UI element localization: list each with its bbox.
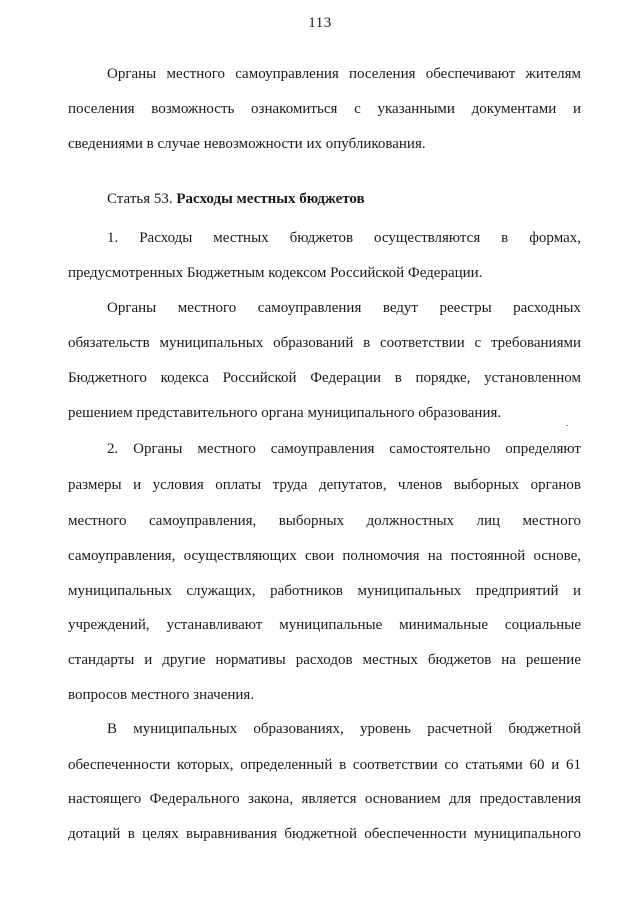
article-title: Расходы местных бюджетов	[176, 191, 365, 207]
text-line: настоящего Федерального закона, является основанием для предоставления	[68, 791, 581, 807]
text-line: учреждений, устанавливают муниципальные минимальные социальные	[68, 617, 581, 633]
text-line: 1. Расходы местных бюджетов осуществляются в формах,	[107, 230, 581, 246]
article-number: Статья 53.	[107, 191, 173, 207]
text-line: обеспеченности которых, определенный в соответствии со статьями 60 и 61	[68, 757, 581, 773]
text-line: самоуправления, осуществляющих свои полномочия на постоянной основе,	[68, 548, 581, 564]
text-line: обязательств муниципальных образований в соответствии с требованиями	[68, 335, 581, 351]
text-line: Бюджетного кодекса Российской Федерации в порядке, установленном	[68, 370, 581, 386]
scan-speck	[566, 425, 568, 426]
text-line: Органы местного самоуправления ведут реестры расходных	[107, 300, 581, 316]
text-line: стандарты и другие нормативы расходов местных бюджетов на решение	[68, 652, 581, 668]
text-line: поселения возможность ознакомиться с указанными документами и	[68, 101, 581, 117]
text-line: Органы местного самоуправления поселения обеспечивают жителям	[107, 66, 581, 82]
text-line: сведениями в случае невозможности их опубликования.	[68, 136, 426, 152]
text-line: муниципальных служащих, работников муниципальных предприятий и	[68, 583, 581, 599]
article-heading	[107, 188, 581, 210]
text-line: решением представительного органа муниципального образования.	[68, 405, 502, 421]
text-line: местного самоуправления, выборных должностных лиц местного	[68, 513, 581, 529]
text-line: дотаций в целях выравнивания бюджетной обеспеченности муниципального	[68, 826, 581, 842]
page-number: 113	[308, 15, 332, 31]
text-line: В муниципальных образованиях, уровень расчетной бюджетной	[107, 721, 581, 737]
text-line: вопросов местного значения.	[68, 687, 255, 703]
text-line: предусмотренных Бюджетным кодексом Российской Федерации.	[68, 265, 483, 281]
text-line: 2. Органы местного самоуправления самостоятельно определяют	[107, 441, 581, 457]
text-line: размеры и условия оплаты труда депутатов, членов выборных органов	[68, 477, 581, 493]
